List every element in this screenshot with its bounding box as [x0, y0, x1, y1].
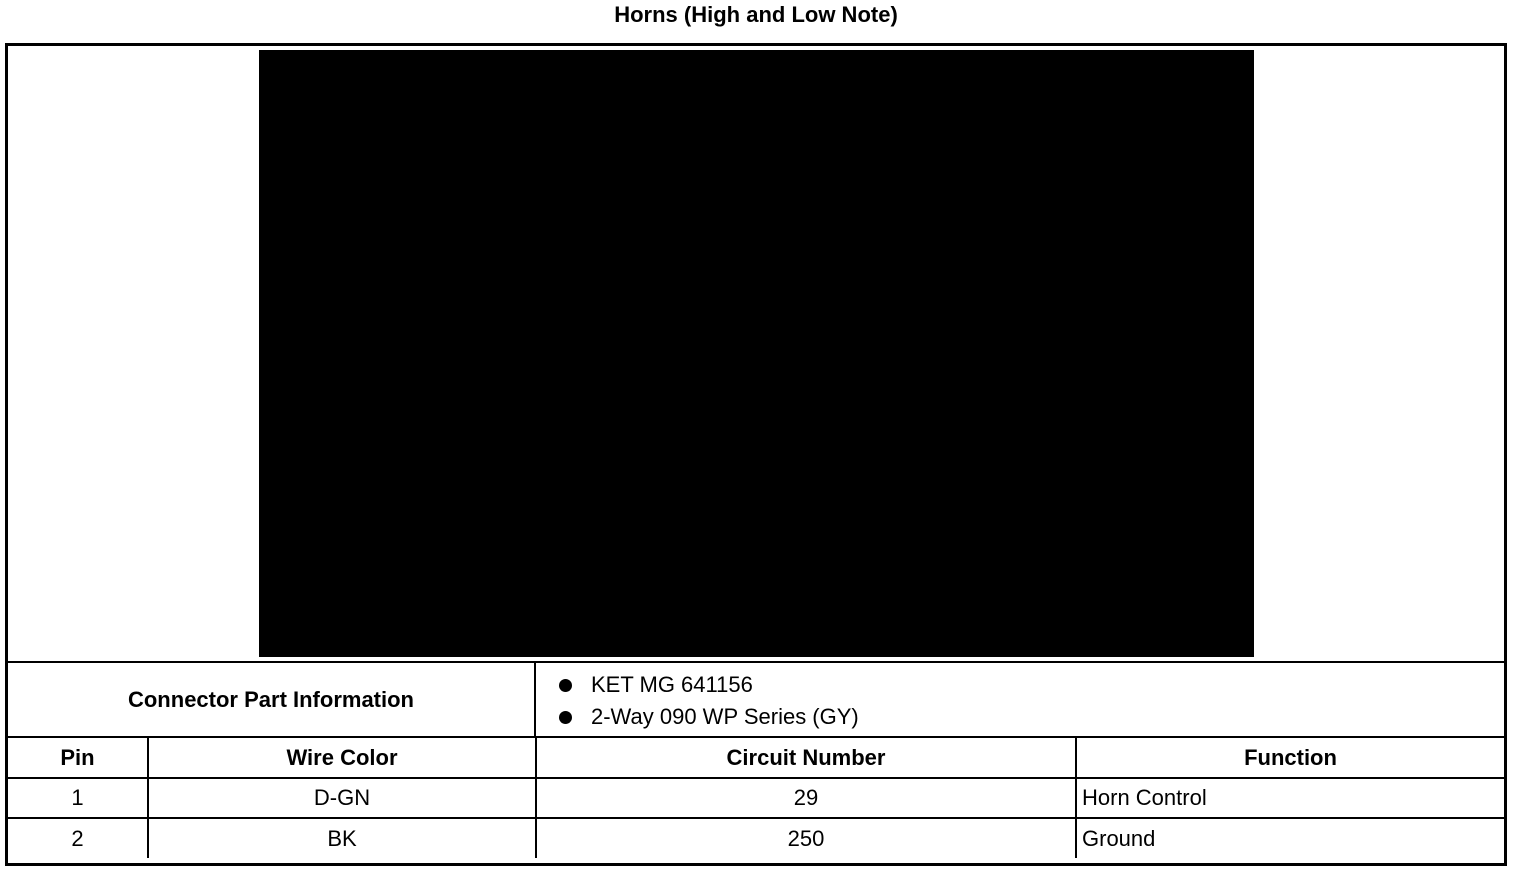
cell-wire-color: D-GN [148, 778, 536, 818]
connector-document [5, 43, 1507, 866]
cell-pin: 1 [8, 778, 148, 818]
cell-function: Ground [1082, 825, 1156, 851]
cell-pin: 2 [8, 818, 148, 858]
header-circuit-number: Circuit Number [536, 738, 1076, 778]
connector-series: 2-Way 090 WP Series (GY) [591, 704, 859, 729]
bullet-icon [559, 679, 572, 692]
table-row [8, 778, 1504, 818]
header-wire-color: Wire Color [148, 738, 536, 778]
connector-image [259, 50, 1254, 657]
connector-part-information-row [8, 663, 1504, 738]
table-header-row [8, 738, 1504, 778]
header-function: Function [1076, 738, 1504, 778]
list-item [536, 669, 1504, 701]
cell-wire-color: BK [148, 818, 536, 858]
pin-table [8, 738, 1504, 858]
cell-circuit-number: 29 [536, 778, 1076, 818]
image-panel [8, 46, 1504, 663]
header-pin: Pin [8, 738, 148, 778]
cell-function: Horn Control [1076, 778, 1504, 818]
connector-part-information-label: Connector Part Information [8, 663, 536, 736]
part-number: KET MG 641156 [591, 672, 753, 697]
connector-part-list [536, 663, 1504, 736]
list-item [536, 701, 1504, 733]
bullet-icon [559, 711, 572, 724]
cell-circuit-number: 250 [536, 818, 1076, 858]
table-row [8, 818, 1504, 858]
page-title: Horns (High and Low Note) [614, 2, 898, 27]
